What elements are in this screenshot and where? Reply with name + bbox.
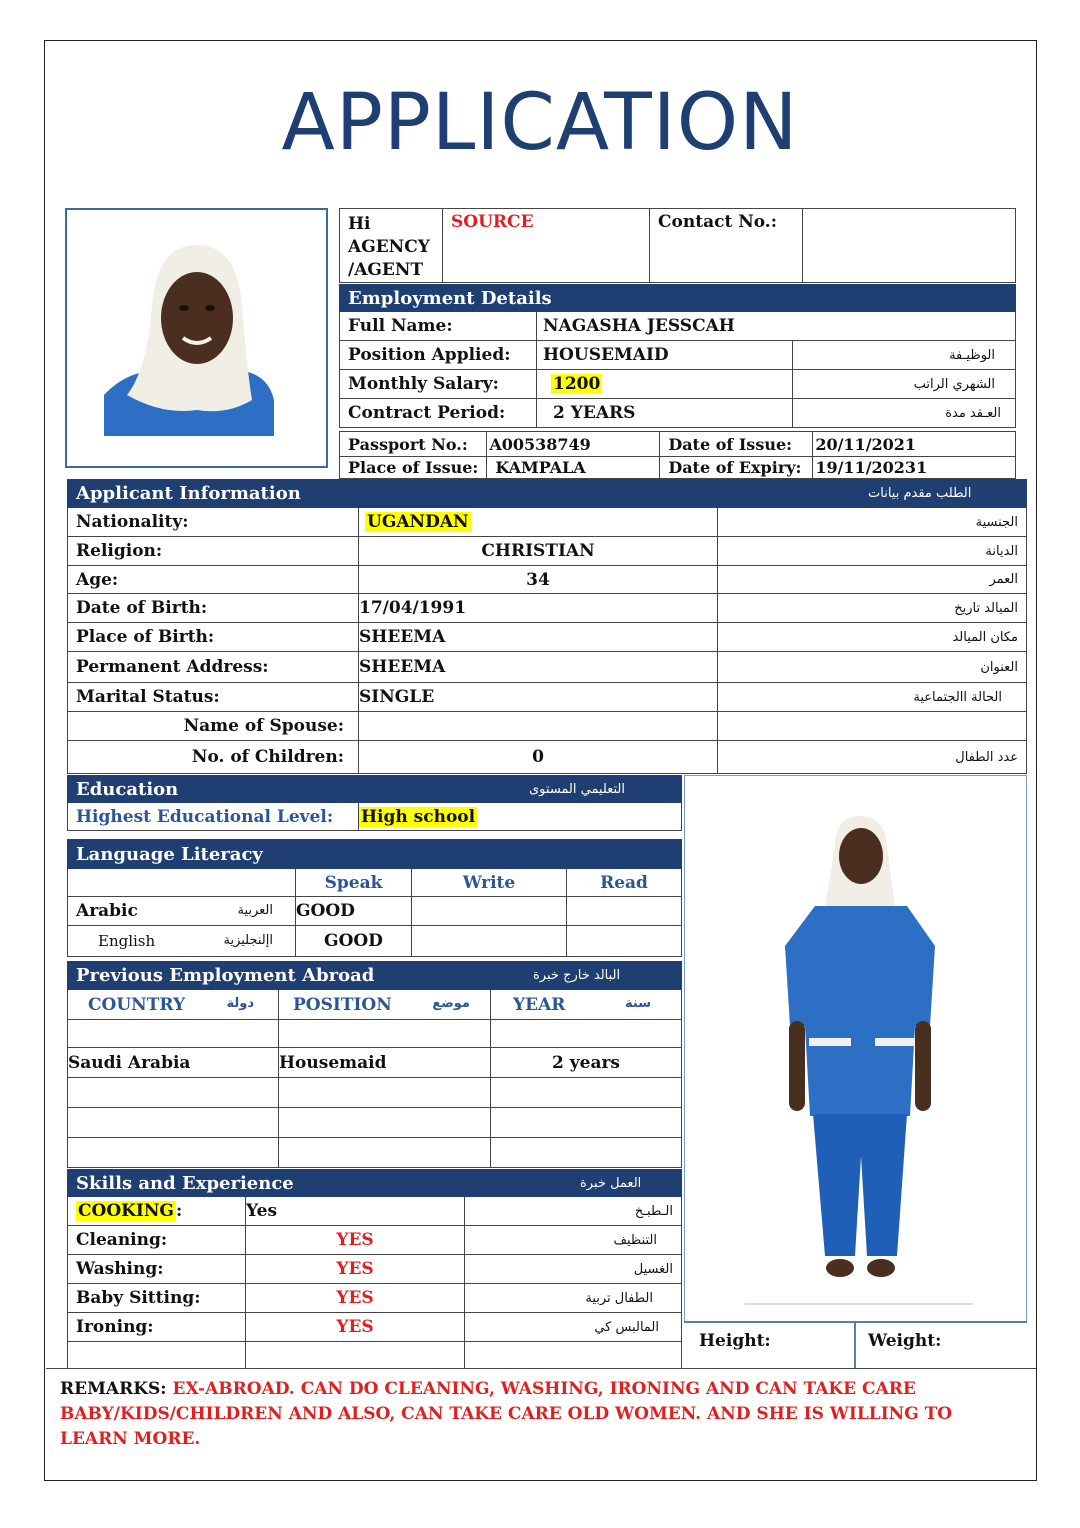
- remarks-label: REMARKS:: [60, 1379, 167, 1399]
- prev-country-4: [68, 1108, 279, 1138]
- language-col-speak: Speak: [296, 869, 412, 897]
- nationality-arabic: الجنسية: [718, 508, 1027, 537]
- col-year-ar: سنة: [625, 996, 651, 1011]
- skill-babysitting-value: YES: [246, 1284, 465, 1313]
- table-row: [68, 1313, 682, 1342]
- remarks-line-1: EX-ABROAD. CAN DO CLEANING, WASHING, IRONING AND CAN TAKE CARE: [172, 1379, 916, 1399]
- applicant-heading: Applicant Information: [68, 480, 718, 508]
- passport-table: [339, 431, 1016, 479]
- table-row: [68, 1078, 682, 1108]
- table-row: [68, 1138, 682, 1168]
- prev-position-4: [279, 1108, 491, 1138]
- marital-arabic: الحالة االجتماعية: [718, 683, 1027, 712]
- language-col-write: Write: [412, 869, 567, 897]
- children-arabic: عدد الطفال: [718, 741, 1027, 774]
- passport-no-value: A00538749: [487, 432, 660, 457]
- full-name-value: NAGASHA JESSCAH: [537, 312, 1016, 341]
- table-row: [68, 508, 1027, 537]
- place-of-issue-value: KAMPALA: [487, 457, 660, 479]
- language-arabic-read: [567, 897, 682, 926]
- religion-value: CHRISTIAN: [359, 537, 718, 566]
- table-row: [68, 652, 1027, 683]
- prev-year-3: [491, 1078, 682, 1108]
- table-row: [68, 712, 1027, 741]
- contract-value: 2 YEARS: [537, 399, 793, 428]
- applicant-heading-arabic: الطلب مقدم بيانات: [718, 480, 1027, 508]
- contact-value: [803, 209, 1016, 283]
- language-arabic-write: [412, 897, 567, 926]
- table-row: [68, 623, 1027, 652]
- table-row: [68, 897, 682, 926]
- age-label: Age:: [68, 566, 359, 594]
- prev-year-5: [491, 1138, 682, 1168]
- skill-ironing-value: YES: [246, 1313, 465, 1342]
- col-position: POSITION: [293, 994, 392, 1015]
- issue-date-label: Date of Issue:: [660, 432, 813, 457]
- children-label: No. of Children:: [68, 741, 359, 774]
- position-arabic: الوظيـفة: [793, 341, 1016, 370]
- prev-position-2: Housemaid: [279, 1048, 491, 1078]
- education-heading: Education: [68, 776, 359, 803]
- height-label: Height:: [684, 1323, 856, 1369]
- prev-position-5: [279, 1138, 491, 1168]
- spouse-arabic: [718, 712, 1027, 741]
- dob-arabic: الميالد تاريخ: [718, 594, 1027, 623]
- prev-year-4: [491, 1108, 682, 1138]
- language-english-speak: GOOD: [296, 926, 412, 957]
- full-name-label: Full Name:: [340, 312, 537, 341]
- full-body-photo: [685, 776, 1026, 1322]
- nationality-label: Nationality:: [68, 508, 359, 537]
- portrait-photo: [67, 210, 326, 466]
- salary-label: Monthly Salary:: [340, 370, 537, 399]
- col-country-ar: دولة: [226, 996, 254, 1011]
- employment-table: [339, 284, 1016, 428]
- contact-label: Contact No.:: [650, 209, 803, 283]
- passport-no-label: Passport No.:: [340, 432, 487, 457]
- table-row: [68, 1226, 682, 1255]
- skills-heading-arabic: العمل خبرة: [465, 1170, 682, 1197]
- prev-country-5: [68, 1138, 279, 1168]
- table-row: [68, 1020, 682, 1048]
- table-row: [68, 1108, 682, 1138]
- position-label: Position Applied:: [340, 341, 537, 370]
- language-english-read: [567, 926, 682, 957]
- address-value: SHEEMA: [359, 652, 718, 683]
- language-arabic-name: Arabic: [76, 901, 138, 921]
- table-row: [68, 926, 682, 957]
- language-english-name: English: [98, 932, 156, 950]
- education-heading-arabic: التعليمي المستوى: [359, 776, 682, 803]
- skill-washing-value: YES: [246, 1255, 465, 1284]
- table-row: [68, 537, 1027, 566]
- language-col-read: Read: [567, 869, 682, 897]
- table-row: [68, 741, 1027, 774]
- place-of-issue-label: Place of Issue:: [340, 457, 487, 479]
- remarks-line-2: BABY/KIDS/CHILDREN AND ALSO, CAN TAKE CARE OLD WOMEN. AND SHE IS WILLING TO LEARN MORE.: [60, 1404, 953, 1449]
- skill-babysitting-arabic: الطفال تربية: [465, 1284, 682, 1313]
- measurements-box: [684, 1321, 1027, 1367]
- contract-label: Contract Period:: [340, 399, 537, 428]
- pob-arabic: مكان الميالد: [718, 623, 1027, 652]
- skill-cooking-label: COOKING: [78, 1201, 174, 1221]
- language-english-write: [412, 926, 567, 957]
- children-value: 0: [359, 741, 718, 774]
- previous-heading: Previous Employment Abroad: [68, 962, 491, 990]
- marital-value: SINGLE: [359, 683, 718, 712]
- agency-table: [339, 208, 1016, 283]
- skill-ironing-label: Ironing:: [68, 1313, 246, 1342]
- skill-babysitting-label: Baby Sitting:: [68, 1284, 246, 1313]
- col-year: YEAR: [513, 994, 566, 1015]
- contract-arabic: العـقد مدة: [793, 399, 1016, 428]
- dob-label: Date of Birth:: [68, 594, 359, 623]
- prev-country-1: [68, 1020, 279, 1048]
- address-arabic: العنوان: [718, 652, 1027, 683]
- table-row: [68, 1284, 682, 1313]
- page-title: APPLICATION: [281, 78, 799, 168]
- skills-table: [67, 1169, 682, 1369]
- expiry-date-label: Date of Expiry:: [660, 457, 813, 479]
- agency-source: SOURCE: [443, 209, 650, 283]
- skill-cleaning-arabic: التنظيف: [465, 1226, 682, 1255]
- expiry-date-value: 19/11/20231: [813, 457, 1016, 479]
- salary-value: 1200: [553, 374, 601, 394]
- weight-label: Weight:: [868, 1331, 942, 1351]
- salary-arabic: الشهري الراتب: [793, 370, 1016, 399]
- agency-label: Hi AGENCY /AGENT: [340, 209, 443, 283]
- education-level-value: High school: [361, 806, 476, 827]
- applicant-table: [67, 479, 1027, 774]
- skill-cleaning-value: YES: [246, 1226, 465, 1255]
- employment-heading: Employment Details: [340, 285, 1016, 312]
- spouse-value: [359, 712, 718, 741]
- spouse-label: Name of Spouse:: [68, 712, 359, 741]
- prev-position-1: [279, 1020, 491, 1048]
- table-row: [68, 683, 1027, 712]
- religion-arabic: الديانة: [718, 537, 1027, 566]
- table-row: [68, 1342, 682, 1369]
- age-arabic: العمر: [718, 566, 1027, 594]
- skill-washing-arabic: الغسيل: [465, 1255, 682, 1284]
- language-arabic-speak: GOOD: [296, 897, 412, 926]
- education-level-label: Highest Educational Level:: [68, 803, 359, 831]
- remarks-box: [46, 1368, 1036, 1480]
- age-value: 34: [359, 566, 718, 594]
- marital-label: Marital Status:: [68, 683, 359, 712]
- col-country: COUNTRY: [88, 994, 186, 1015]
- prev-country-2: Saudi Arabia: [68, 1048, 279, 1078]
- issue-date-value: 20/11/2021: [813, 432, 1016, 457]
- prev-year-1: [491, 1020, 682, 1048]
- skill-cooking-value: Yes: [246, 1197, 465, 1226]
- skills-heading: Skills and Experience: [68, 1170, 465, 1197]
- table-row: [68, 566, 1027, 594]
- portrait-photo-frame: [65, 208, 328, 468]
- skill-cooking-arabic: الـطبـخ: [465, 1197, 682, 1226]
- table-row: [68, 594, 1027, 623]
- prev-position-3: [279, 1078, 491, 1108]
- table-row: [68, 1048, 682, 1078]
- religion-label: Religion:: [68, 537, 359, 566]
- skill-washing-label: Washing:: [68, 1255, 246, 1284]
- col-position-ar: موضع: [432, 996, 470, 1011]
- address-label: Permanent Address:: [68, 652, 359, 683]
- pob-label: Place of Birth:: [68, 623, 359, 652]
- skill-ironing-arabic: المالبس كي: [465, 1313, 682, 1342]
- language-english-name-ar: اإلنجليزية: [223, 933, 273, 948]
- education-table: [67, 775, 682, 831]
- table-row: [68, 1255, 682, 1284]
- full-body-photo-frame: [684, 775, 1027, 1323]
- prev-year-2: 2 years: [491, 1048, 682, 1078]
- nationality-value: UGANDAN: [367, 512, 469, 532]
- prev-country-3: [68, 1078, 279, 1108]
- previous-heading-arabic: البالد خارج خبرة: [491, 962, 682, 990]
- position-value: HOUSEMAID: [537, 341, 793, 370]
- table-row: COOKING : Yes الـطبـخ: [68, 1197, 682, 1226]
- previous-employment-table: [67, 961, 682, 1168]
- dob-value: 17/04/1991: [359, 594, 718, 623]
- language-arabic-name-ar: العربية: [237, 903, 273, 918]
- language-heading: Language Literacy: [68, 840, 682, 869]
- language-table: [67, 839, 682, 957]
- skill-cleaning-label: Cleaning:: [68, 1226, 246, 1255]
- pob-value: SHEEMA: [359, 623, 718, 652]
